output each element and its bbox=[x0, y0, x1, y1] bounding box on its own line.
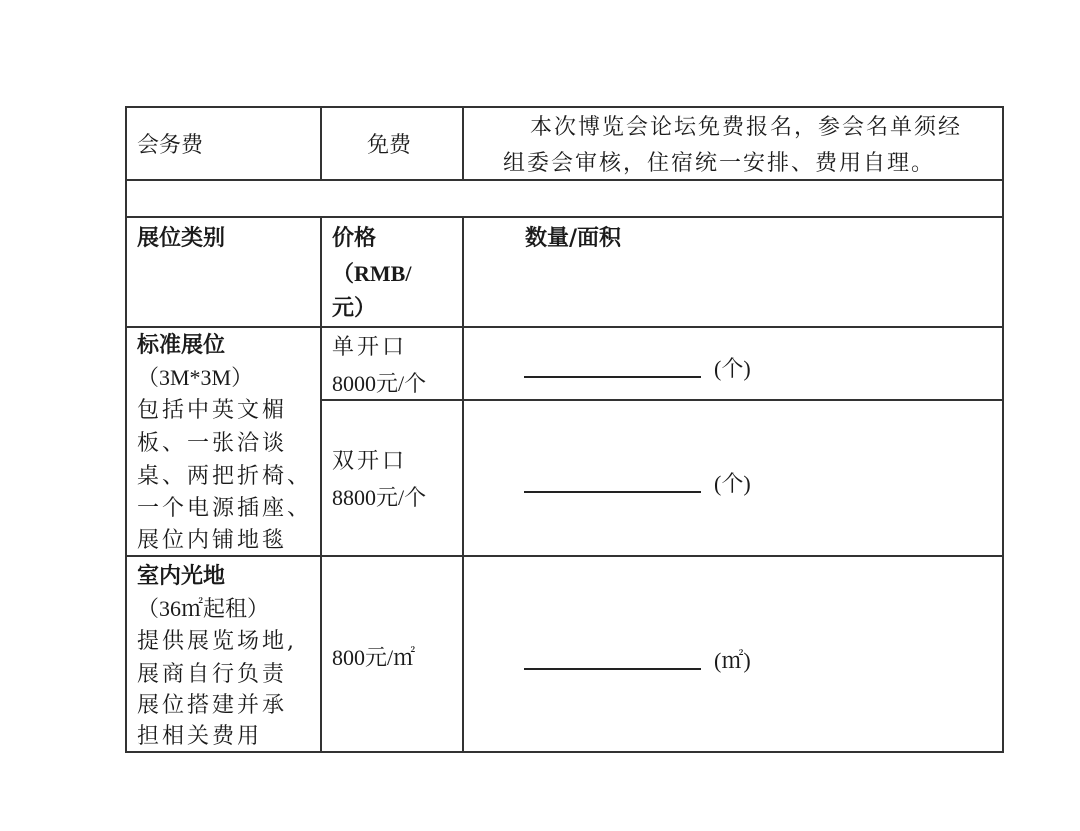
double-open-name: 双开口 bbox=[332, 449, 408, 474]
standard-booth-desc-5: 展位内铺地毯 bbox=[137, 528, 288, 553]
fee-label: 会务费 bbox=[137, 133, 204, 158]
raw-space-desc-1: 提供展览场地, bbox=[137, 629, 297, 654]
raw-space-desc-4: 担相关费用 bbox=[137, 724, 263, 749]
standard-booth-size: （3M*3M） bbox=[137, 365, 254, 390]
header-category: 展位类别 bbox=[137, 225, 226, 251]
standard-booth-title: 标准展位 bbox=[137, 332, 226, 358]
raw-space-desc-3: 展位搭建并承 bbox=[137, 693, 288, 718]
column-divider bbox=[320, 216, 322, 753]
raw-space-price: 800元/㎡ bbox=[332, 645, 416, 670]
raw-space-unit: (㎡) bbox=[714, 648, 751, 673]
single-open-quantity-blank[interactable] bbox=[524, 376, 701, 378]
header-price-line3: 元） bbox=[332, 295, 377, 321]
raw-space-desc-2: 展商自行负责 bbox=[137, 662, 288, 687]
row-divider bbox=[125, 216, 1004, 218]
header-price-line2: （RMB/ bbox=[332, 261, 412, 286]
standard-booth-desc-4: 一个电源插座、 bbox=[137, 496, 313, 521]
raw-space-title: 室内光地 bbox=[137, 563, 226, 589]
column-divider bbox=[462, 106, 464, 180]
header-price-line1: 价格 bbox=[332, 225, 377, 251]
header-quantity: 数量/面积 bbox=[525, 225, 622, 251]
single-open-unit: (个) bbox=[714, 356, 751, 381]
standard-booth-desc-1: 包括中英文楣 bbox=[137, 398, 288, 423]
single-open-price: 8000元/个 bbox=[332, 371, 427, 396]
standard-booth-desc-3: 桌、两把折椅、 bbox=[137, 464, 313, 489]
fee-value: 免费 bbox=[367, 133, 412, 158]
column-divider bbox=[320, 106, 322, 180]
column-divider bbox=[462, 216, 464, 753]
fee-note-line1: 本次博览会论坛免费报名，参会名单须经 bbox=[530, 115, 963, 140]
double-open-price: 8800元/个 bbox=[332, 485, 427, 510]
double-open-quantity-blank[interactable] bbox=[524, 491, 701, 493]
fee-note-line2: 组委会审核，住宿统一安排、费用自理。 bbox=[503, 151, 936, 176]
row-divider bbox=[125, 326, 1004, 328]
single-open-name: 单开口 bbox=[332, 335, 408, 360]
double-open-unit: (个) bbox=[714, 471, 751, 496]
raw-space-size: （36㎡起租） bbox=[137, 596, 270, 621]
raw-space-area-blank[interactable] bbox=[524, 668, 701, 670]
standard-booth-desc-2: 板、一张洽谈 bbox=[137, 431, 288, 456]
